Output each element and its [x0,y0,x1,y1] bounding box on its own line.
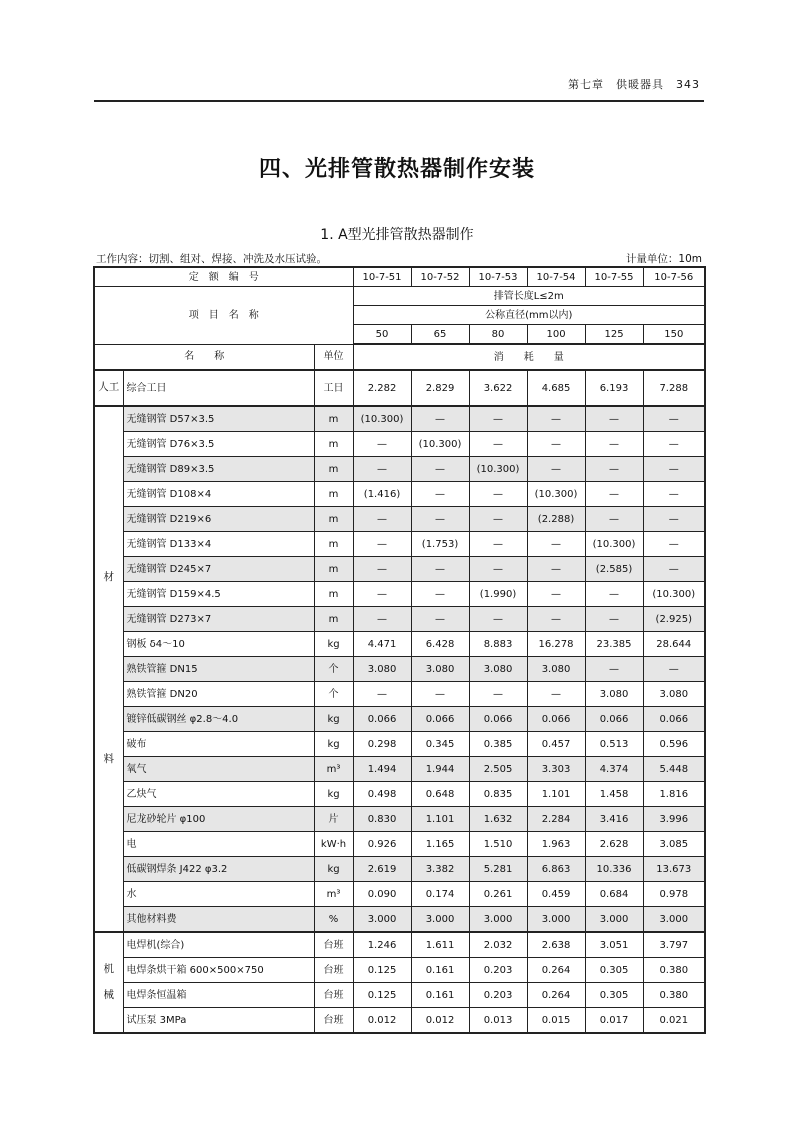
machinery-unit: 台班 [314,1008,353,1034]
material-name: 氧气 [123,757,314,782]
material-value: 0.926 [353,832,411,857]
material-value: — [469,507,527,532]
material-value: 4.374 [585,757,643,782]
material-row [94,582,705,607]
material-value: 0.498 [353,782,411,807]
labor-value: 3.622 [469,370,527,406]
material-row [94,632,705,657]
material-unit: m [314,432,353,457]
material-value: — [527,607,585,632]
code-cell: 10-7-52 [411,267,469,287]
material-value: — [469,532,527,557]
material-row [94,406,705,432]
material-value: (2.288) [527,507,585,532]
material-value: 2.505 [469,757,527,782]
material-value: — [585,432,643,457]
material-category [94,406,123,932]
labor-row [94,370,705,406]
material-value: 3.382 [411,857,469,882]
machinery-value: 0.305 [585,983,643,1008]
material-value: 1.510 [469,832,527,857]
machinery-value: 0.203 [469,958,527,983]
material-row [94,782,705,807]
machinery-value: 0.161 [411,983,469,1008]
material-value: 0.684 [585,882,643,907]
machinery-name: 电焊机(综合) [123,932,314,958]
material-value: 0.978 [643,882,705,907]
material-category-bottom: 料 [103,753,114,765]
diameter-cell: 50 [353,325,411,345]
material-value: 0.830 [353,807,411,832]
material-name: 乙炔气 [123,782,314,807]
material-row [94,732,705,757]
machinery-category-bottom: 械 [103,988,114,1001]
material-value: 1.944 [411,757,469,782]
material-value: 3.000 [527,907,585,933]
material-row [94,857,705,882]
material-value: 3.000 [585,907,643,933]
material-value: — [411,406,469,432]
quota-table [93,266,706,1034]
material-value: — [469,682,527,707]
material-row [94,532,705,557]
material-value: 1.101 [527,782,585,807]
material-value: (1.753) [411,532,469,557]
material-value: 3.000 [353,907,411,933]
material-value: 0.513 [585,732,643,757]
material-value: 0.648 [411,782,469,807]
material-value: 0.066 [527,707,585,732]
material-unit: m³ [314,757,353,782]
material-unit: m [314,406,353,432]
machinery-row [94,983,705,1008]
material-name: 低碳钢焊条 J422 φ3.2 [123,857,314,882]
material-value: — [527,406,585,432]
material-value: 1.165 [411,832,469,857]
material-value: (10.300) [411,432,469,457]
material-name: 尼龙砂轮片 φ100 [123,807,314,832]
labor-unit: 工日 [314,370,353,406]
material-value: 3.080 [585,682,643,707]
machinery-value: 3.051 [585,932,643,958]
material-value: 0.457 [527,732,585,757]
material-value: 4.471 [353,632,411,657]
machinery-value: 0.264 [527,958,585,983]
material-value: — [527,432,585,457]
header-text [568,76,700,92]
material-unit: % [314,907,353,933]
material-value: — [411,457,469,482]
material-unit: kg [314,707,353,732]
material-value: — [411,482,469,507]
material-value: — [527,532,585,557]
material-value: — [643,457,705,482]
material-value: — [585,507,643,532]
material-unit: 个 [314,682,353,707]
material-name: 无缝钢管 D159×4.5 [123,582,314,607]
material-value: 6.863 [527,857,585,882]
material-value: — [353,607,411,632]
material-name: 电 [123,832,314,857]
material-value: 0.174 [411,882,469,907]
material-row [94,907,705,933]
machinery-value: 0.203 [469,983,527,1008]
diameter-cell: 80 [469,325,527,345]
quota-label: 定 额 编 号 [94,267,353,287]
material-value: — [643,432,705,457]
material-name: 无缝钢管 D108×4 [123,482,314,507]
length-spec: 排管长度L≤2m [353,287,705,306]
material-value: — [643,557,705,582]
material-unit: 片 [314,807,353,832]
material-value: 0.066 [411,707,469,732]
material-value: 2.284 [527,807,585,832]
material-value: — [643,406,705,432]
material-value: — [585,657,643,682]
material-value: 5.448 [643,757,705,782]
machinery-row [94,1008,705,1034]
material-row [94,757,705,782]
material-value: — [585,457,643,482]
material-value: — [527,582,585,607]
material-value: — [411,607,469,632]
machinery-name: 试压泵 3MPa [123,1008,314,1034]
material-value: 0.385 [469,732,527,757]
material-row [94,657,705,682]
material-name: 无缝钢管 D273×7 [123,607,314,632]
material-value: 0.261 [469,882,527,907]
material-row [94,457,705,482]
measure-unit: 计量单位：10m [625,253,702,265]
machinery-category [94,932,123,1033]
material-value: 3.080 [469,657,527,682]
machinery-value: 1.246 [353,932,411,958]
material-value: 1.963 [527,832,585,857]
machinery-unit: 台班 [314,958,353,983]
material-value: — [585,482,643,507]
machinery-value: 3.797 [643,932,705,958]
material-value: — [353,557,411,582]
labor-category: 人工 [94,370,123,406]
material-value: 0.345 [411,732,469,757]
material-value: — [643,507,705,532]
labor-value: 2.282 [353,370,411,406]
machinery-row [94,958,705,983]
material-name: 无缝钢管 D89×3.5 [123,457,314,482]
diameter-cell: 100 [527,325,585,345]
material-value: 3.080 [527,657,585,682]
material-row [94,682,705,707]
machinery-value: 0.021 [643,1008,705,1034]
material-value: 0.459 [527,882,585,907]
material-value: — [527,557,585,582]
material-row [94,707,705,732]
material-value: (10.300) [585,532,643,557]
column-header-row [94,344,705,370]
material-value: 3.080 [353,657,411,682]
material-unit: m [314,457,353,482]
material-value: 1.816 [643,782,705,807]
material-value: 3.996 [643,807,705,832]
machinery-value: 0.013 [469,1008,527,1034]
material-value: 8.883 [469,632,527,657]
material-value: — [585,607,643,632]
material-value: (10.300) [527,482,585,507]
material-value: — [643,657,705,682]
labor-value: 4.685 [527,370,585,406]
code-cell: 10-7-56 [643,267,705,287]
material-name: 其他材料费 [123,907,314,933]
machinery-value: 0.264 [527,983,585,1008]
machinery-value: 0.017 [585,1008,643,1034]
material-unit: m³ [314,882,353,907]
material-name: 无缝钢管 D219×6 [123,507,314,532]
material-name: 破布 [123,732,314,757]
material-name: 钢板 δ4～10 [123,632,314,657]
labor-value: 7.288 [643,370,705,406]
col-name-header: 名 称 [94,344,314,370]
material-value: 3.000 [643,907,705,933]
code-cell: 10-7-53 [469,267,527,287]
material-unit: kW·h [314,832,353,857]
material-value: 1.632 [469,807,527,832]
material-value: 3.000 [469,907,527,933]
material-category-top: 材 [103,571,114,584]
machinery-value: 0.380 [643,958,705,983]
material-row [94,607,705,632]
material-value: — [353,682,411,707]
material-name: 水 [123,882,314,907]
machinery-value: 0.125 [353,958,411,983]
material-unit: m [314,507,353,532]
material-value: 1.101 [411,807,469,832]
section-label: 供暖器具 [616,78,664,91]
material-value: (10.300) [643,582,705,607]
col-unit-header: 单位 [314,344,353,370]
machinery-value: 2.638 [527,932,585,958]
material-unit: 个 [314,657,353,682]
material-value: 3.080 [411,657,469,682]
material-value: 6.428 [411,632,469,657]
machinery-category-top: 机 [103,962,114,975]
labor-value: 2.829 [411,370,469,406]
material-value: — [643,482,705,507]
machinery-value: 0.012 [353,1008,411,1034]
page-header [94,72,704,102]
material-value: 3.000 [411,907,469,933]
material-value: 5.281 [469,857,527,882]
machinery-unit: 台班 [314,932,353,958]
material-row [94,807,705,832]
material-value: 3.085 [643,832,705,857]
material-unit: kg [314,782,353,807]
material-name: 无缝钢管 D245×7 [123,557,314,582]
material-name: 熟铁管箍 DN20 [123,682,314,707]
diameter-cell: 150 [643,325,705,345]
material-value: — [527,682,585,707]
material-value: — [353,432,411,457]
material-unit: kg [314,632,353,657]
material-value: — [585,582,643,607]
diameter-cell: 65 [411,325,469,345]
machinery-unit: 台班 [314,983,353,1008]
col-consumption-header: 消 耗 量 [353,344,705,370]
material-value: — [527,457,585,482]
material-row [94,557,705,582]
material-unit: m [314,532,353,557]
material-value: — [469,406,527,432]
material-value: 28.644 [643,632,705,657]
material-value: 1.458 [585,782,643,807]
material-value: — [411,582,469,607]
code-cell: 10-7-54 [527,267,585,287]
machinery-value: 2.032 [469,932,527,958]
material-value: — [469,557,527,582]
machinery-value: 0.015 [527,1008,585,1034]
material-value: 0.596 [643,732,705,757]
material-value: 16.278 [527,632,585,657]
material-row [94,832,705,857]
material-value: (1.990) [469,582,527,607]
quota-table-body [94,267,705,1033]
machinery-name: 电焊条恒温箱 [123,983,314,1008]
labor-name: 综合工日 [123,370,314,406]
material-value: — [353,457,411,482]
quota-code-row [94,267,705,287]
material-value: — [353,582,411,607]
material-value: 0.090 [353,882,411,907]
material-unit: kg [314,732,353,757]
material-value: 0.066 [643,707,705,732]
material-value: — [469,432,527,457]
work-content-line [96,251,704,266]
material-value: — [585,406,643,432]
material-row [94,432,705,457]
material-unit: m [314,582,353,607]
material-row [94,882,705,907]
material-name: 无缝钢管 D57×3.5 [123,406,314,432]
item-label: 项 目 名 称 [94,287,353,345]
diameter-spec: 公称直径(mm以内) [353,306,705,325]
work-content: 工作内容：切割、组对、焊接、冲洗及水压试验。 [96,253,327,265]
material-value: (10.300) [469,457,527,482]
material-value: 2.628 [585,832,643,857]
material-value: — [411,682,469,707]
material-value: (2.585) [585,557,643,582]
material-value: 2.619 [353,857,411,882]
machinery-row [94,932,705,958]
material-name: 无缝钢管 D76×3.5 [123,432,314,457]
machinery-name: 电焊条烘干箱 600×500×750 [123,958,314,983]
code-cell: 10-7-51 [353,267,411,287]
material-row [94,482,705,507]
material-name: 无缝钢管 D133×4 [123,532,314,557]
material-value: — [411,507,469,532]
material-value: 0.066 [585,707,643,732]
material-value: — [469,607,527,632]
chapter-label: 第七章 [568,78,604,91]
material-value: — [411,557,469,582]
material-value: (1.416) [353,482,411,507]
material-value: — [469,482,527,507]
material-unit: m [314,557,353,582]
machinery-value: 1.611 [411,932,469,958]
material-value: 0.835 [469,782,527,807]
material-value: 0.066 [469,707,527,732]
machinery-value: 0.161 [411,958,469,983]
material-value: 23.385 [585,632,643,657]
code-cell: 10-7-55 [585,267,643,287]
machinery-value: 0.380 [643,983,705,1008]
material-unit: m [314,607,353,632]
material-value: 1.494 [353,757,411,782]
length-spec-row [94,287,705,306]
material-value: — [643,532,705,557]
material-value: (10.300) [353,406,411,432]
material-value: 10.336 [585,857,643,882]
material-value: (2.925) [643,607,705,632]
material-value: — [353,507,411,532]
material-row [94,507,705,532]
material-value: 0.298 [353,732,411,757]
material-value: 0.066 [353,707,411,732]
material-unit: kg [314,857,353,882]
material-value: 3.416 [585,807,643,832]
machinery-value: 0.305 [585,958,643,983]
material-value: 3.303 [527,757,585,782]
material-unit: m [314,482,353,507]
section-subtitle: 1. A型光排管散热器制作 [320,227,474,243]
page-number: 343 [676,78,700,91]
machinery-value: 0.012 [411,1008,469,1034]
material-value: — [353,532,411,557]
machinery-value: 0.125 [353,983,411,1008]
material-value: 13.673 [643,857,705,882]
material-value: 3.080 [643,682,705,707]
material-name: 镀锌低碳钢丝 φ2.8～4.0 [123,707,314,732]
diameter-cell: 125 [585,325,643,345]
labor-value: 6.193 [585,370,643,406]
material-name: 熟铁管箍 DN15 [123,657,314,682]
page-title: 四、光排管散热器制作安装 [258,157,535,182]
